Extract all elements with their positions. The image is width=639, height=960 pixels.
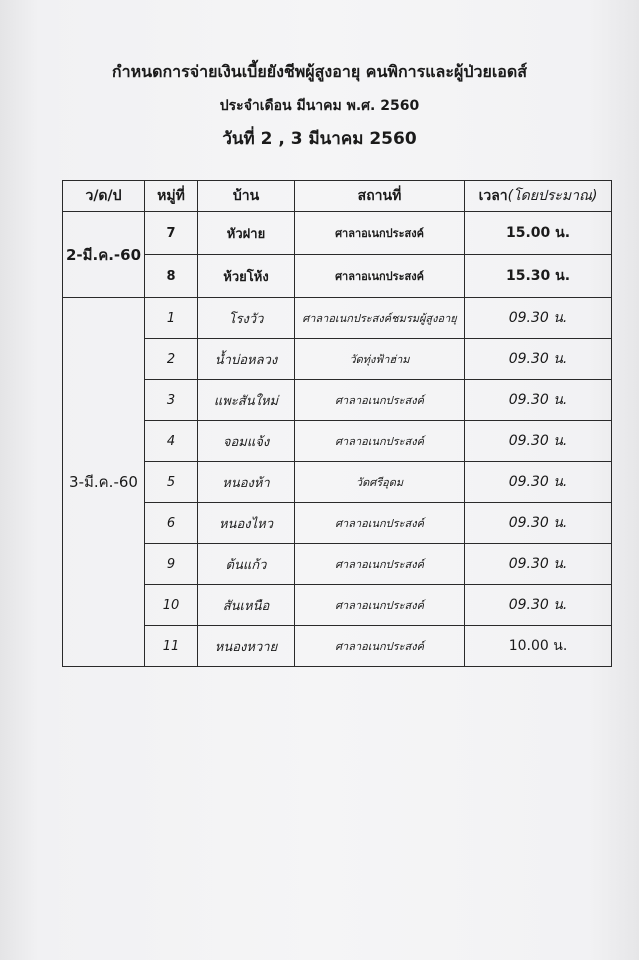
time-cell: 10.00 น. [465, 626, 612, 667]
time-cell: 09.30 น. [465, 421, 612, 462]
table-row [63, 255, 612, 298]
time-cell: 09.30 น. [465, 298, 612, 339]
table-row [63, 339, 612, 380]
village-cell: จอมแจ้ง [198, 421, 295, 462]
place-cell: วัดทุ่งฟ้าฮ่าม [295, 339, 465, 380]
moo-cell: 1 [145, 298, 198, 339]
table-row [63, 544, 612, 585]
time-cell: 15.00 น. [465, 212, 612, 255]
place-cell: ศาลาอเนกประสงค์ [295, 626, 465, 667]
moo-cell: 2 [145, 339, 198, 380]
place-cell: ศาลาอเนกประสงค์ [295, 212, 465, 255]
moo-cell: 8 [145, 255, 198, 298]
col-header-date: ว/ด/ป [63, 181, 145, 212]
moo-cell: 6 [145, 503, 198, 544]
place-cell: ศาลาอเนกประสงค์ [295, 255, 465, 298]
moo-cell: 3 [145, 380, 198, 421]
time-cell: 09.30 น. [465, 585, 612, 626]
table-row [63, 626, 612, 667]
village-cell: แพะสันใหม่ [198, 380, 295, 421]
moo-cell: 5 [145, 462, 198, 503]
col-header-moo: หมู่ที่ [145, 181, 198, 212]
moo-cell: 7 [145, 212, 198, 255]
table-row [63, 380, 612, 421]
group-date: 3-มี.ค.-60 [63, 298, 145, 667]
time-cell: 15.30 น. [465, 255, 612, 298]
payment-schedule-table [62, 180, 612, 667]
group-date: 2-มี.ค.-60 [63, 212, 145, 298]
time-cell: 09.30 น. [465, 380, 612, 421]
village-cell: โรงวัว [198, 298, 295, 339]
village-cell: หนองห้า [198, 462, 295, 503]
col-header-place: สถานที่ [295, 181, 465, 212]
document-dates: วันที่ 2 , 3 มีนาคม 2560 [222, 129, 417, 149]
table-row [63, 503, 612, 544]
place-cell: ศาลาอเนกประสงค์ [295, 544, 465, 585]
col-header-time [465, 181, 612, 212]
moo-cell: 4 [145, 421, 198, 462]
document-title: กำหนดการจ่ายเงินเบี้ยยังชีพผู้สูงอายุ คนพิการและผู้ป่วยเอดส์ [111, 62, 528, 81]
village-cell: หนองหวาย [198, 626, 295, 667]
table-row [63, 585, 612, 626]
moo-cell: 9 [145, 544, 198, 585]
time-cell: 09.30 น. [465, 544, 612, 585]
village-cell: ต้นแก้ว [198, 544, 295, 585]
table-row [63, 421, 612, 462]
village-cell: หัวฝาย [198, 212, 295, 255]
time-cell: 09.30 น. [465, 503, 612, 544]
village-cell: น้ำบ่อหลวง [198, 339, 295, 380]
moo-cell: 10 [145, 585, 198, 626]
place-cell: ศาลาอเนกประสงค์ [295, 421, 465, 462]
document-month: ประจำเดือน มีนาคม พ.ศ. 2560 [219, 98, 420, 114]
time-cell: 09.30 น. [465, 339, 612, 380]
table-row [63, 298, 612, 339]
place-cell: ศาลาอเนกประสงค์ชมรมผู้สูงอายุ [295, 298, 465, 339]
place-cell: วัดศรีอุดม [295, 462, 465, 503]
moo-cell: 11 [145, 626, 198, 667]
col-header-time-note: (โดยประมาณ) [507, 188, 598, 204]
village-cell: หนองไหว [198, 503, 295, 544]
place-cell: ศาลาอเนกประสงค์ [295, 503, 465, 544]
village-cell: ห้วยโห้ง [198, 255, 295, 298]
village-cell: สันเหนือ [198, 585, 295, 626]
table-row [63, 462, 612, 503]
col-header-village: บ้าน [198, 181, 295, 212]
table-header-row [63, 181, 612, 212]
table-row [63, 212, 612, 255]
place-cell: ศาลาอเนกประสงค์ [295, 380, 465, 421]
time-cell: 09.30 น. [465, 462, 612, 503]
place-cell: ศาลาอเนกประสงค์ [295, 585, 465, 626]
col-header-time-label: เวลา [478, 188, 508, 204]
